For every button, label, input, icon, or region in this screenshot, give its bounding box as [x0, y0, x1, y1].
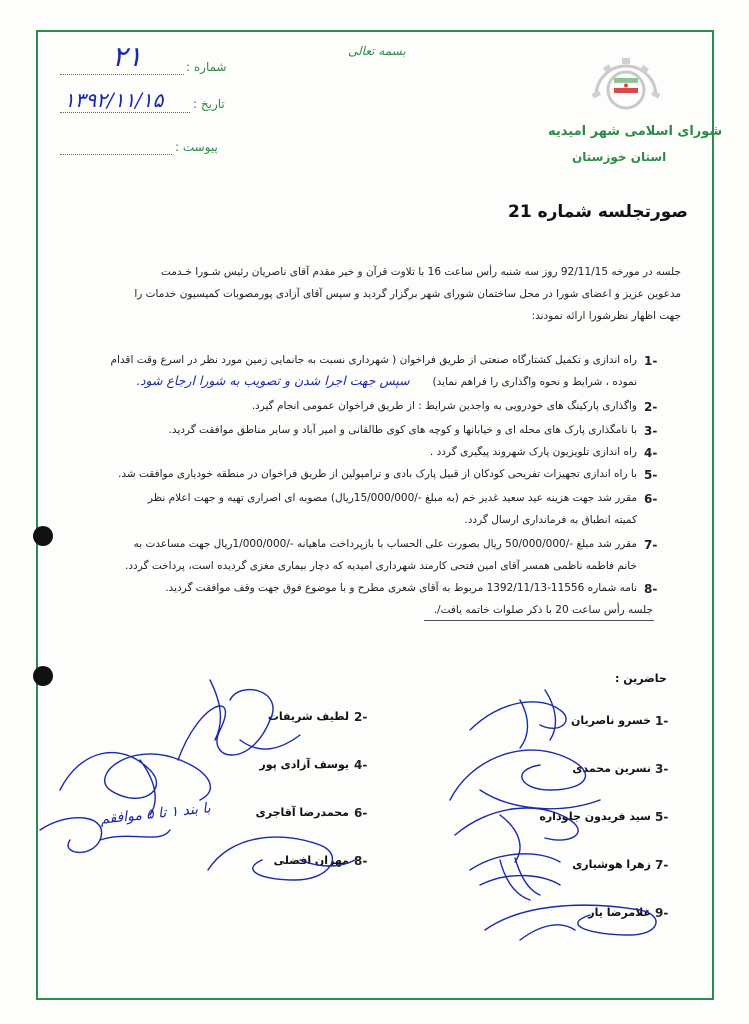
attendee-5-number: 5- [655, 810, 669, 824]
item-4-number: 4- [644, 446, 658, 460]
attendee-7-number: 7- [655, 858, 669, 872]
date-label: تاریخ : [193, 97, 225, 111]
intro-line-1: جلسه در مورخه 92/11/15 روز سه شنبه رأس ساعت 16 با تلاوت قرآن و خیر مقدم آقای ناصریان رئیس شـورا خـدمت [160, 266, 681, 278]
attendee-1-number: 1- [655, 714, 669, 728]
attendee-5-name: سید فریدون جلوداره [539, 810, 651, 823]
side-note-handwritten: با بند ۱ تا ۵ موافقم [99, 800, 212, 828]
attachment-line [60, 154, 172, 155]
attendee-3-number: 3- [655, 762, 669, 776]
closing-line: جلسه رأس ساعت 20 با ذکر صلوات خاتمه یافت/. [433, 604, 653, 616]
item-6-line-1: مقرر شد جهت هزینه عید سعید غدیر خم (به مبلغ -/15/000/000ریال) مصوبه ای اصراری تهیه و جهت اعلام نظر [147, 492, 637, 504]
intro-line-3: جهت اظهار نظرشورا ارائه نمودند: [531, 310, 681, 322]
council-emblem-icon [584, 52, 668, 114]
attendee-7-name: زهرا هوشیاری [572, 858, 651, 871]
item-1-handwritten-note: سپس جهت اجرا شدن و تصویب به شورا ارجاع شود. [136, 373, 410, 388]
item-8-number: 8- [644, 582, 658, 596]
attachment-label: پیوست : [175, 140, 218, 154]
attendee-2-name: لطیف شریفات [267, 710, 349, 723]
item-8-line-1: نامه شماره 11556-1392/11/13 مربوط به آقای شعری مطرح و با موضوع فوق جهت وقف موافقت گردید. [165, 582, 637, 594]
attendee-6-name: محمدرضا آقاجری [255, 806, 349, 819]
date-line [60, 112, 190, 113]
letter-number-value: ۲۱ [112, 40, 143, 73]
punch-hole-top [33, 526, 53, 546]
attendee-8-number: 8- [354, 854, 368, 868]
item-3-line-1: با نامگذاری پارک های محله ای و خیابانها و کوچه های کوی طالقانی و امیر آباد و سایر مناطق موافقت گردید. [168, 424, 637, 436]
item-4-line-1: راه اندازی تلویزیون پارک شهروند پیگیری گردد . [429, 446, 637, 458]
item-5-number: 5- [644, 468, 658, 482]
item-7-line-2: خانم فاطمه ناظمی همسر آقای امین فتحی کارمند شهرداری امیدیه که دچار بیماری مغزی گردیده است، پرداخت گردد. [125, 560, 637, 572]
item-6-number: 6- [644, 492, 658, 506]
attendee-4-number: 4- [354, 758, 368, 772]
minutes-title: صورتجلسه شماره 21 [508, 202, 688, 222]
attendee-2-number: 2- [354, 710, 368, 724]
item-1-number: 1- [644, 354, 658, 368]
attendees-label: حاضرین : [615, 672, 667, 685]
closing-underline [424, 620, 654, 621]
item-1-line-2: نموده ، شرایط و نحوه واگذاری را فراهم نماید) [432, 376, 637, 388]
letter-number-label: شماره : [186, 60, 227, 74]
intro-line-2: مدعوین عزیز و اعضای شورا در محل ساختمان شورای شهر برگزار گردید و سپس آقای آزادی پورمصوبات کمیسیون خدمات را [134, 288, 681, 300]
council-name: شورای اسلامی شهر امیدیه [548, 124, 723, 139]
date-value: ۱۳۹۲/۱۱/۱۵ [64, 88, 164, 112]
item-2-number: 2- [644, 400, 658, 414]
attendee-8-name: مهران افضلی [273, 854, 349, 867]
item-7-number: 7- [644, 538, 658, 552]
attendee-3-name: نسرین محمدی [572, 762, 651, 775]
item-3-number: 3- [644, 424, 658, 438]
attendee-4-name: یوسف آزادی پور [259, 758, 349, 771]
province-name: استان خوزستان [572, 150, 667, 164]
attendee-9-name: غلامرضا یار [588, 906, 651, 919]
item-5-line-1: با راه اندازی تجهیزات تفریحی کودکان از قبیل پارک بادی و ترامپولین از طریق فراخوان در منطقه خودیاری موافقت شد. [118, 468, 637, 480]
letter-number-line [60, 74, 184, 75]
attendee-1-name: خسرو ناصریان [570, 714, 651, 727]
item-1-line-1: راه اندازی و تکمیل کشتارگاه صنعتی از طریق فراخوان ( شهرداری نسبت به جانمایی زمین مورد نظر در اسرع وقت اقدام [110, 354, 637, 366]
attendee-6-number: 6- [354, 806, 368, 820]
item-2-line-1: واگذاری پارکینگ های خودرویی به واجدین شرایط : از طریق فراخوان عمومی انجام گیرد. [251, 400, 637, 412]
item-6-line-2: کمیته انطباق به فرمانداری ارسال گردد. [464, 514, 637, 526]
attendee-9-number: 9- [655, 906, 669, 920]
punch-hole-bottom [33, 666, 53, 686]
basmala: بسمه تعالی [348, 44, 406, 58]
item-7-line-1: مقرر شد مبلغ -/50/000/000 ریال بصورت علی الحساب با بازپرداخت ماهیانه -/1/000/000ریال جهت مساعدت به [133, 538, 637, 550]
